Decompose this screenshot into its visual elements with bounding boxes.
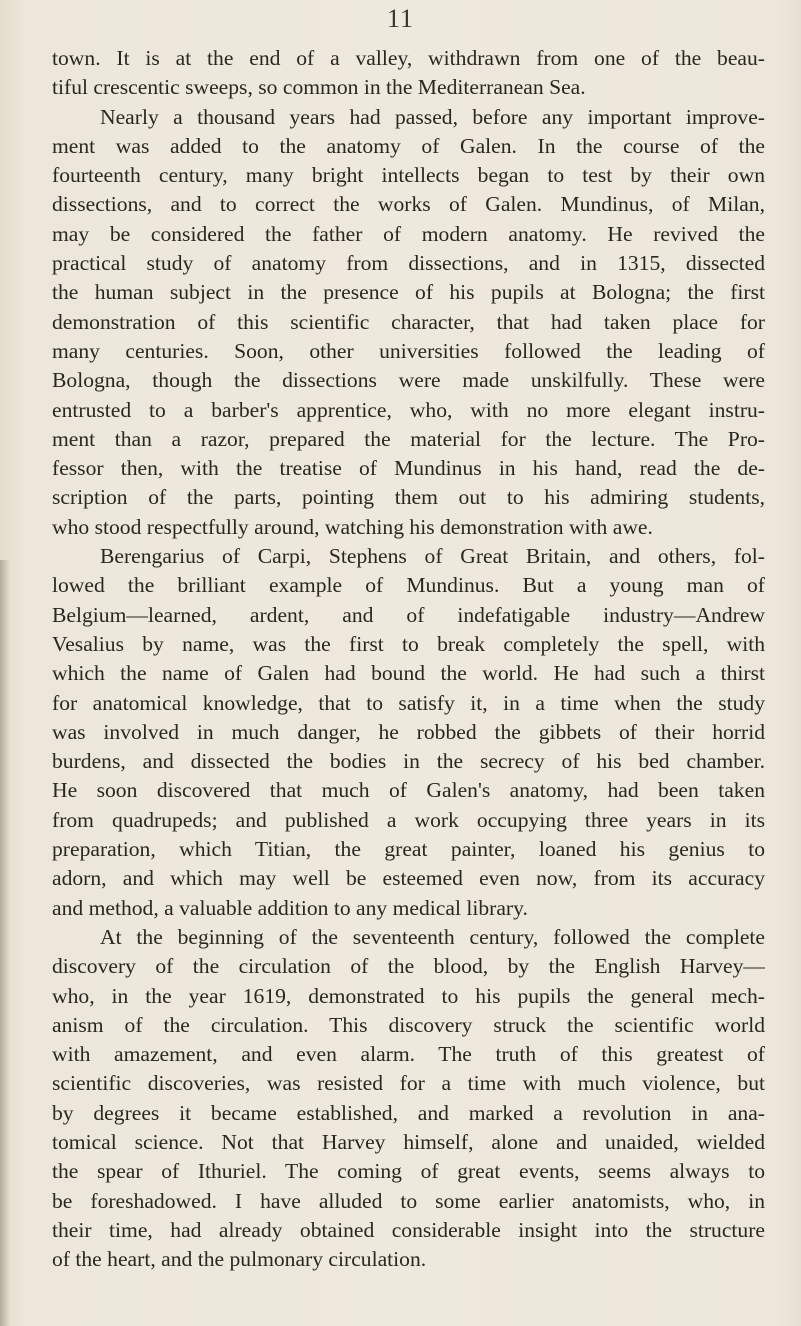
text-line: Bologna, though the dissections were made unskilfully. These were — [52, 368, 765, 393]
text-line: scription of the parts, pointing them out to his admiring students, — [52, 485, 765, 510]
text-line: their time, had already obtained considerable insight into the structure — [52, 1217, 765, 1242]
text-line: burdens, and dissected the bodies in the secrecy of his bed chamber. — [52, 749, 765, 774]
text-line: by degrees it became established, and marked a revolution in ana- — [52, 1100, 765, 1125]
text-line: demonstration of this scientific character, that had taken place for — [52, 309, 765, 334]
text-line: the human subject in the presence of his pupils at Bologna; the first — [52, 280, 765, 305]
text-line: fessor then, with the treatise of Mundinus in his hand, read the de- — [52, 456, 765, 481]
text-line: Belgium—learned, ardent, and of indefatigable industry—Andrew — [52, 602, 765, 627]
text-line: dissections, and to correct the works of Galen. Mundinus, of Milan, — [52, 192, 765, 217]
text-line: may be considered the father of modern anatomy. He revived the — [52, 221, 765, 246]
text-line: tiful crescentic sweeps, so common in the Mediterranean Sea. — [52, 75, 586, 100]
text-line: who, in the year 1619, demonstrated to his pupils the general mech- — [52, 983, 765, 1008]
text-line: tomical science. Not that Harvey himself, alone and unaided, wielded — [52, 1129, 765, 1154]
text-line: practical study of anatomy from dissections, and in 1315, dissected — [52, 251, 765, 276]
paragraph — [52, 923, 765, 1275]
text-line: fourteenth century, many bright intellects began to test by their own — [52, 163, 765, 188]
text-line: Berengarius of Carpi, Stephens of Great Britain, and others, fol- — [100, 544, 765, 569]
paragraph — [52, 542, 765, 923]
text-line: who stood respectfully around, watching his demonstration with awe. — [52, 514, 653, 539]
text-line: with amazement, and even alarm. The truth of this greatest of — [52, 1042, 765, 1067]
text-line: and method, a valuable addition to any medical library. — [52, 895, 528, 920]
text-line: ment than a razor, prepared the material for the lecture. The Pro- — [52, 426, 765, 451]
text-line: scientific discoveries, was resisted for a time with much violence, but — [52, 1071, 765, 1096]
text-line: He soon discovered that much of Galen's anatomy, had been taken — [52, 778, 765, 803]
paragraph — [52, 44, 765, 103]
text-line: of the heart, and the pulmonary circulation. — [52, 1247, 427, 1272]
text-line: Vesalius by name, was the first to break completely the spell, with — [52, 631, 765, 656]
text-line: from quadrupeds; and published a work occupying three years in its — [52, 807, 765, 832]
binding-shadow — [0, 560, 10, 1326]
text-line: which the name of Galen had bound the world. He had such a thirst — [52, 661, 765, 686]
text-line: many centuries. Soon, other universities followed the leading of — [52, 338, 765, 363]
text-line: entrusted to a barber's apprentice, who, with no more elegant instru- — [52, 397, 765, 422]
text-line: adorn, and which may well be esteemed even now, from its accuracy — [52, 866, 765, 891]
text-line: be foreshadowed. I have alluded to some earlier anatomists, who, in — [52, 1188, 765, 1213]
text-line: was involved in much danger, he robbed the gibbets of their horrid — [52, 719, 765, 744]
text-line: town. It is at the end of a valley, withdrawn from one of the beau- — [52, 46, 765, 70]
text-line: discovery of the circulation of the blood, by the English Harvey— — [52, 954, 765, 979]
text-line: preparation, which Titian, the great painter, loaned his genius to — [52, 837, 765, 862]
page-number: 11 — [386, 4, 415, 33]
text-line: anism of the circulation. This discovery struck the scientific world — [52, 1012, 765, 1037]
text-line: ment was added to the anatomy of Galen. In the course of the — [52, 133, 765, 158]
text-line: lowed the brilliant example of Mundinus. But a young man of — [52, 573, 765, 598]
paragraph — [52, 103, 765, 542]
body-text — [52, 44, 765, 1274]
text-line: the spear of Ithuriel. The coming of great events, seems always to — [52, 1159, 765, 1184]
text-line: for anatomical knowledge, that to satisfy it, in a time when the study — [52, 690, 765, 715]
text-line: Nearly a thousand years had passed, before any important improve- — [100, 104, 765, 129]
text-line: At the beginning of the seventeenth century, followed the complete — [100, 924, 765, 949]
